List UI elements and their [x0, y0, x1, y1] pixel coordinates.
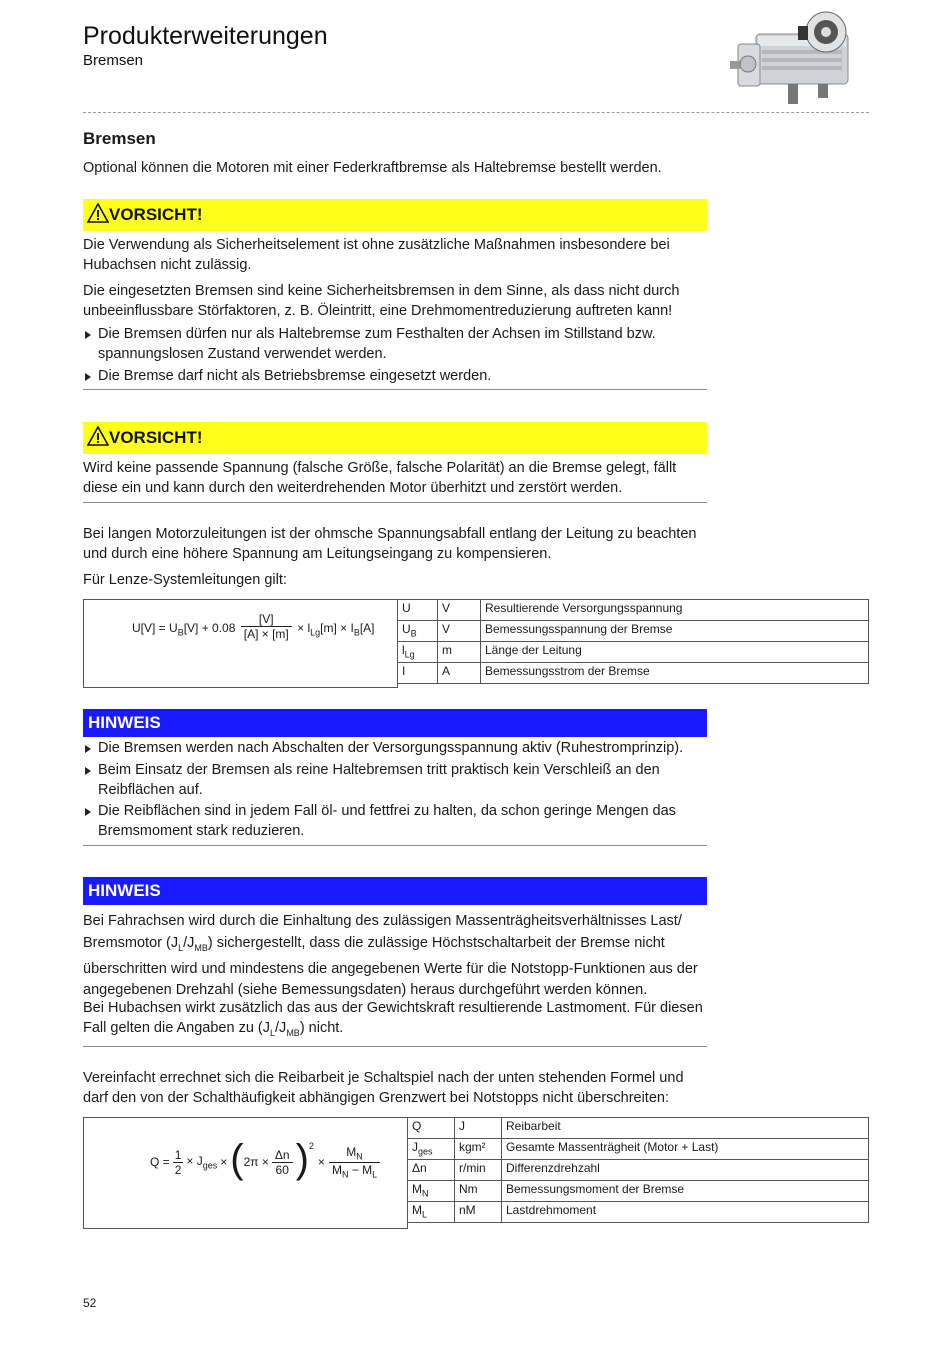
divider [83, 1046, 707, 1047]
formula-box [83, 1117, 408, 1229]
warning-bar [83, 199, 707, 231]
intro-paragraph: Optional können die Motoren mit einer Federkraftbremse als Haltebremse bestellt werden. [83, 160, 662, 176]
table-row: I A Bemessungsstrom der Bremse [398, 663, 869, 684]
page-title: Produkterweiterungen [83, 22, 328, 50]
bullet-marker-icon [85, 808, 91, 816]
formula-box [83, 599, 398, 688]
list-item: Die Reibflächen sind in jedem Fall öl- und fettfrei zu halten, da schon geringe Mengen das Bremsmoment stark reduzieren. [83, 802, 708, 841]
note-label: HINWEIS [88, 881, 161, 900]
friction-paragraph: Vereinfacht errechnet sich die Reibarbeit je Schaltspiel nach der unten stehenden Formel und darf den von der Schalthäufigkeit abhängigen Grenzwert bei Notstopps nicht überschreiten: [83, 1070, 684, 1106]
table-row: U V Resultierende Versorgungsspannung [398, 600, 869, 621]
servo-motor-image [728, 6, 868, 110]
voltage-paragraph: Bei langen Motorzuleitungen ist der ohmsche Spannungsabfall entlang der Leitung zu beachten und durch eine höhere Spannung am Leitungseingang zu kompensieren. [83, 526, 697, 562]
list-item: Die Bremse darf nicht als Betriebsbremse eingesetzt werden. [83, 367, 708, 387]
variable-table [397, 599, 869, 684]
lenze-paragraph: Für Lenze-Systemleitungen gilt: [83, 572, 287, 588]
warning-paragraph: Die eingesetzten Bremsen sind keine Sicherheitsbremsen in dem Sinne, als dass nicht durch unbeeinflussbare Störfaktoren, z. B. Öleintritt, eine Drehmomentreduzierung auftreten kann! [83, 283, 680, 319]
note-bar [83, 877, 707, 905]
divider [83, 502, 707, 503]
voltage-formula: $U[V] = U_B[V] + 0.08$ $\frac{[V]}{[A] \times [m]}$ × $l_{Lg}[m] \times I_B[A]$ [132, 612, 375, 641]
warning-bar [83, 422, 707, 454]
table-row: Q J Reibarbeit [408, 1118, 869, 1139]
divider [83, 389, 707, 390]
list-item: Die Bremsen dürfen nur als Haltebremse zum Festhalten der Achsen im Stillstand bzw. spannungslosen Zustand verwendet werden. [83, 325, 708, 364]
page-subtitle: Bremsen [83, 52, 144, 69]
warning-triangle-icon [87, 203, 109, 223]
section-title: Bremsen [83, 129, 156, 148]
bullet-marker-icon [85, 767, 91, 775]
table-row: Δn r/min Differenzdrehzahl [408, 1160, 869, 1181]
warning-paragraph: Wird keine passende Spannung (falsche Größe, falsche Polarität) an die Bremse gelegt, fällt diese ein und kann durch den weiterdrehenden Motor überhitzt und zerstört werden. [83, 460, 677, 496]
warning-triangle-icon [87, 426, 109, 446]
table-row: $J_{ges}$ kgm² Gesamte Massenträgheit (Motor + Last) [408, 1139, 869, 1160]
warning-paragraph: Die Verwendung als Sicherheitselement ist ohne zusätzliche Maßnahmen insbesondere bei Hubachsen nicht zulässig. [83, 237, 670, 273]
note-paragraph: Bei Fahrachsen wird durch die Einhaltung des zulässigen Massenträgheitsverhältnisses Last/ Bremsmotor $(J_L/J_{MB})$ sichergestellt, dass die zulässige Höchstschaltarbeit der Bremse nicht überschritten wird und mindestens die angegebenen Werte für die Notstopp-Funktionen aus der angegebenen Drehzahl (siehe Bemessungsdaten) heraus durchgeführt werden können. [83, 913, 698, 999]
header-divider [83, 112, 869, 113]
list-item: Die Bremsen werden nach Abschalten der Versorgungsspannung aktiv (Ruhestromprinzip). [83, 739, 708, 759]
bullet-marker-icon [85, 745, 91, 753]
list-item: Beim Einsatz der Bremsen als reine Haltebremsen tritt praktisch kein Verschleiß an den Reibflächen auf. [83, 761, 708, 800]
page-number: 52 [83, 1296, 97, 1310]
variable-table [407, 1117, 869, 1223]
warning-label: VORSICHT! [109, 428, 203, 447]
bullet-marker-icon [85, 331, 91, 339]
table-row: $M_N$ Nm Bemessungsmoment der Bremse [408, 1181, 869, 1202]
note-bar [83, 709, 707, 737]
table-row: $M_L$ nM Lastdrehmoment [408, 1202, 869, 1223]
note-paragraph: Bei Hubachsen wirkt zusätzlich das aus der Gewichtskraft resultierende Lastmoment. Für diesen Fall gelten die Angaben zu $(J_L/J_{MB})$ nicht. [83, 1000, 703, 1038]
friction-formula: Q = $\frac{1}{2}$ × $J_{ges}$ × ( 2π × $\frac{\Delta n}{60}$ ) $^2$ × $\frac{M_N}{M_N - M_L}$ [150, 1142, 380, 1182]
warning-label: VORSICHT! [109, 205, 203, 224]
table-row: $l_{Lg}$ m Länge der Leitung [398, 642, 869, 663]
divider [83, 845, 707, 846]
bullet-marker-icon [85, 373, 91, 381]
note-label: HINWEIS [88, 713, 161, 732]
table-row: $U_B$ V Bemessungsspannung der Bremse [398, 621, 869, 642]
